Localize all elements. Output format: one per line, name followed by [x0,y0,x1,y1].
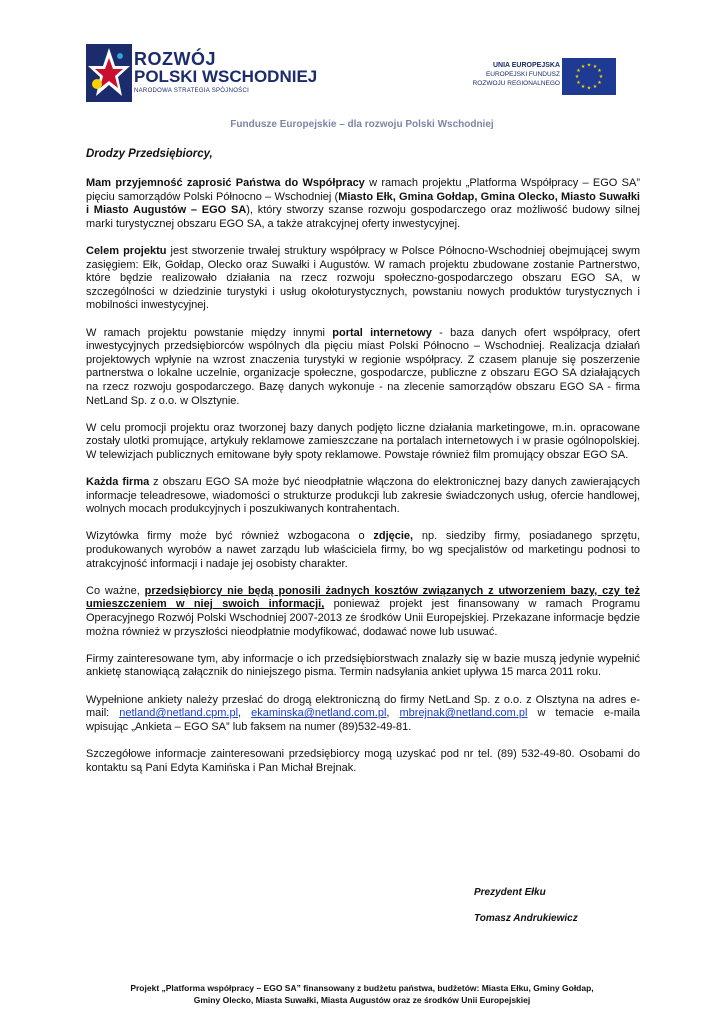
svg-text:★: ★ [576,68,581,74]
rozwoj-polski-wschodniej-logo [86,44,318,106]
p9-text-2: w temacie e-maila wpisując „Ankieta – EGO SA” lub faksem na numer (89)532-49-81. [86,707,641,733]
svg-text:★: ★ [580,84,586,90]
p3-bold-1: portal internetowy [332,326,432,339]
svg-text:★: ★ [580,64,586,70]
p1-text-1: w ramach projektu „Platforma Współpracy – EGO SA” pięciu samorządów Polski Północno – Wschodniej ( [86,177,640,203]
p6-bold-1: zdjęcie, [373,530,414,543]
p6-text-2: np. siedziby firmy, posiadanego sprzętu, produkowanych wyrobów a nawet zarządu lub właściciela firmy, bo wg specjalistów od marketingu podnosi to atrakcyjność informacji i nadaje jej osobisty charakter. [86,530,640,570]
letter-body [86,147,640,789]
footer [70,982,654,1006]
p1-bold-2: Miasto Ełk, Gmina Gołdap, Gmina Olecko, Miasto Suwałki i Miasto Augustów – EGO SA [86,190,640,217]
paragraph-4: W celu promocji projektu oraz tworzonej bazy danych podjęto liczne działania marketingowe, m.in. opracowane zostały ulotki promujące, artykuły reklamowe zamieszczane na portalach internetowych i w prasie ogólnopolskiej. W telewizjach publicznych emitowane były spoty reklamowe. Powstaje również film promujący obszar EGO SA. [86,421,640,461]
svg-text:★: ★ [592,64,598,70]
svg-text:★: ★ [576,80,581,86]
p1-text-2: ), który stworzy szanse rozwoju gospodarczego oraz możliwość budowy silnej marki turystycznej obszaru EGO SA, a także atrakcyjnej oferty inwestycyjnej. [86,204,640,230]
p7-text-1: Co ważne, [86,584,145,597]
logo-line-3: NARODOWA STRATEGIA SPÓJNOŚCI [134,88,250,94]
p1-bold-1: Mam przyjemność zaprosić Państwa do Współpracy [86,177,365,189]
paragraph-9 [86,694,640,735]
email-link-ekaminska[interactable]: ekaminska@netland.com.pl [251,707,387,720]
paragraph-7 [86,585,640,639]
svg-text:★: ★ [574,74,580,80]
eu-logo-line-3: ROZWOJU REGIONALNEGO [472,80,560,87]
email-link-netland[interactable]: netland@netland.cpm.pl [119,707,239,720]
p5-bold-1: Każda firma [86,476,150,489]
paragraph-3 [86,327,640,409]
footer-line-1: Projekt „Platforma współpracy – EGO SA” finansowany z budżetu państwa, budżetów: Miasta Ełku, Gminy Gołdap, [130,983,594,993]
eu-logo-line-1: UNIA EUROPEJSKA [492,62,560,69]
logo-line-1: ROZWÓJ [134,49,216,69]
paragraph-6 [86,530,640,571]
svg-text:★: ★ [592,84,598,90]
eu-logo [460,58,620,98]
p2-text-1: jest stworzenie trwałej struktury współpracy w Polsce Północno-Wschodniej obejmującej swym zasięgiem: Ełk, Gołdap, Olecko oraz Suwałki i Augustów. W ramach projektu zbudowane zostanie Partnerstwo, które będzie realizowało działania na rzecz rozwoju społeczno-gospodarczego obszaru EGO SA, w szczególności w dziedzinie turystyki i usług okołoturystycznych, powstaniu nowych produktów turystycznych i mobilności inwestycyjnej. [86,244,640,312]
svg-text:★: ★ [586,85,592,92]
logo-line-2: POLSKI WSCHODNIEJ [134,67,318,86]
svg-text:★: ★ [586,62,592,69]
p6-text-1: Wizytówka firmy może być również wzbogacona o [86,530,374,543]
paragraph-8: Firmy zainteresowane tym, aby informacje o ich przedsiębiorstwach znalazły się w bazie muszą jedynie wypełnić ankietę stanowiącą załącznik do niniejszego pisma. Termin nadsyłania ankiet upływa 15 marca 2011 roku. [86,652,640,679]
paragraph-2 [86,245,640,313]
footer-line-2: Gminy Olecko, Miasta Suwałki, Miasta Augustów oraz ze środków Unii Europejskiej [193,995,531,1005]
email-link-mbrejnak[interactable]: mbrejnak@netland.com.pl [399,707,528,720]
svg-text:★: ★ [597,80,602,86]
eu-flag-icon [562,58,616,95]
paragraph-5 [86,476,640,517]
paragraph-1 [86,177,640,231]
p7-text-2: ponieważ projekt jest finansowany w ramach Programu Operacyjnego Rozwój Polski Wschodniej 2007-2013 ze środków Unii Europejskiej. Przekazane informacje będzie można również w przyszłości nieodpłatnie modyfikować, dodawać nowe lub usuwać. [86,598,640,638]
svg-text:★: ★ [598,74,604,80]
eu-logo-line-2: EUROPEJSKI FUNDUSZ [485,71,560,78]
p9-text-1: Wypełnione ankiety należy przesłać do drogą elektroniczną do firmy NetLand Sp. z o.o. z Olsztyna na adres e-mail: [86,693,640,720]
star-logo-icon [86,44,132,102]
p9-sep-2: , [386,707,400,720]
eu-logo-text [473,61,560,88]
header-tagline: Fundusze Europejskie – dla rozwoju Polski Wschodniej [230,119,494,130]
greeting: Drodzy Przedsiębiorcy, [86,148,213,160]
svg-text:★: ★ [597,68,602,74]
p5-text-1: z obszaru EGO SA może być nieodpłatnie włączona do elektronicznej bazy danych zawierających informacje teleadresowe, wiadomości o strukturze produkcji lub zakresie świadczonych usług, ofercie handlowej, wolnych mocach produkcyjnych i poszukiwanych kontrahentach. [86,476,640,516]
p3-text-1: W ramach projektu powstanie między innymi [86,326,333,339]
signature-name: Tomasz Andrukiewicz [474,913,578,924]
p2-bold-1: Celem projektu [86,244,167,257]
signature-title: Prezydent Ełku [474,887,546,898]
p7-bold-underline-1: przedsiębiorcy nie będą ponosili żadnych kosztów związanych z utworzeniem bazy, czy też umieszczeniem w niej swoich informacji, [86,584,641,611]
paragraph-10: Szczegółowe informacje zainteresowani przedsiębiorcy mogą uzyskać pod nr tel. (89) 532-49-80. Osobami do kontaktu są Pani Edyta Kamińska i Pan Michał Brejnak. [86,747,640,774]
p3-text-2: - baza danych ofert współpracy, ofert inwestycyjnych przedsiębiorców wspólnych dla pięciu miast Polski Północno – Wschodniej. Realizacja działań projektowych wpłynie na wzrost znaczenia turystyki w regionie współpracy. Z czasem planuje się poszerzenie partnerstwa o lokalne uczelnie, organizacje społeczne, gospodarcze, publiczne z obszaru EGO SA działających na rzecz rozwoju gospodarczego. Bazę danych wykonuje - na zlecenie samorządów obszaru EGO SA - firma NetLand Sp. z o.o. w Olsztynie. [86,326,641,407]
p9-sep-1: , [238,707,252,720]
